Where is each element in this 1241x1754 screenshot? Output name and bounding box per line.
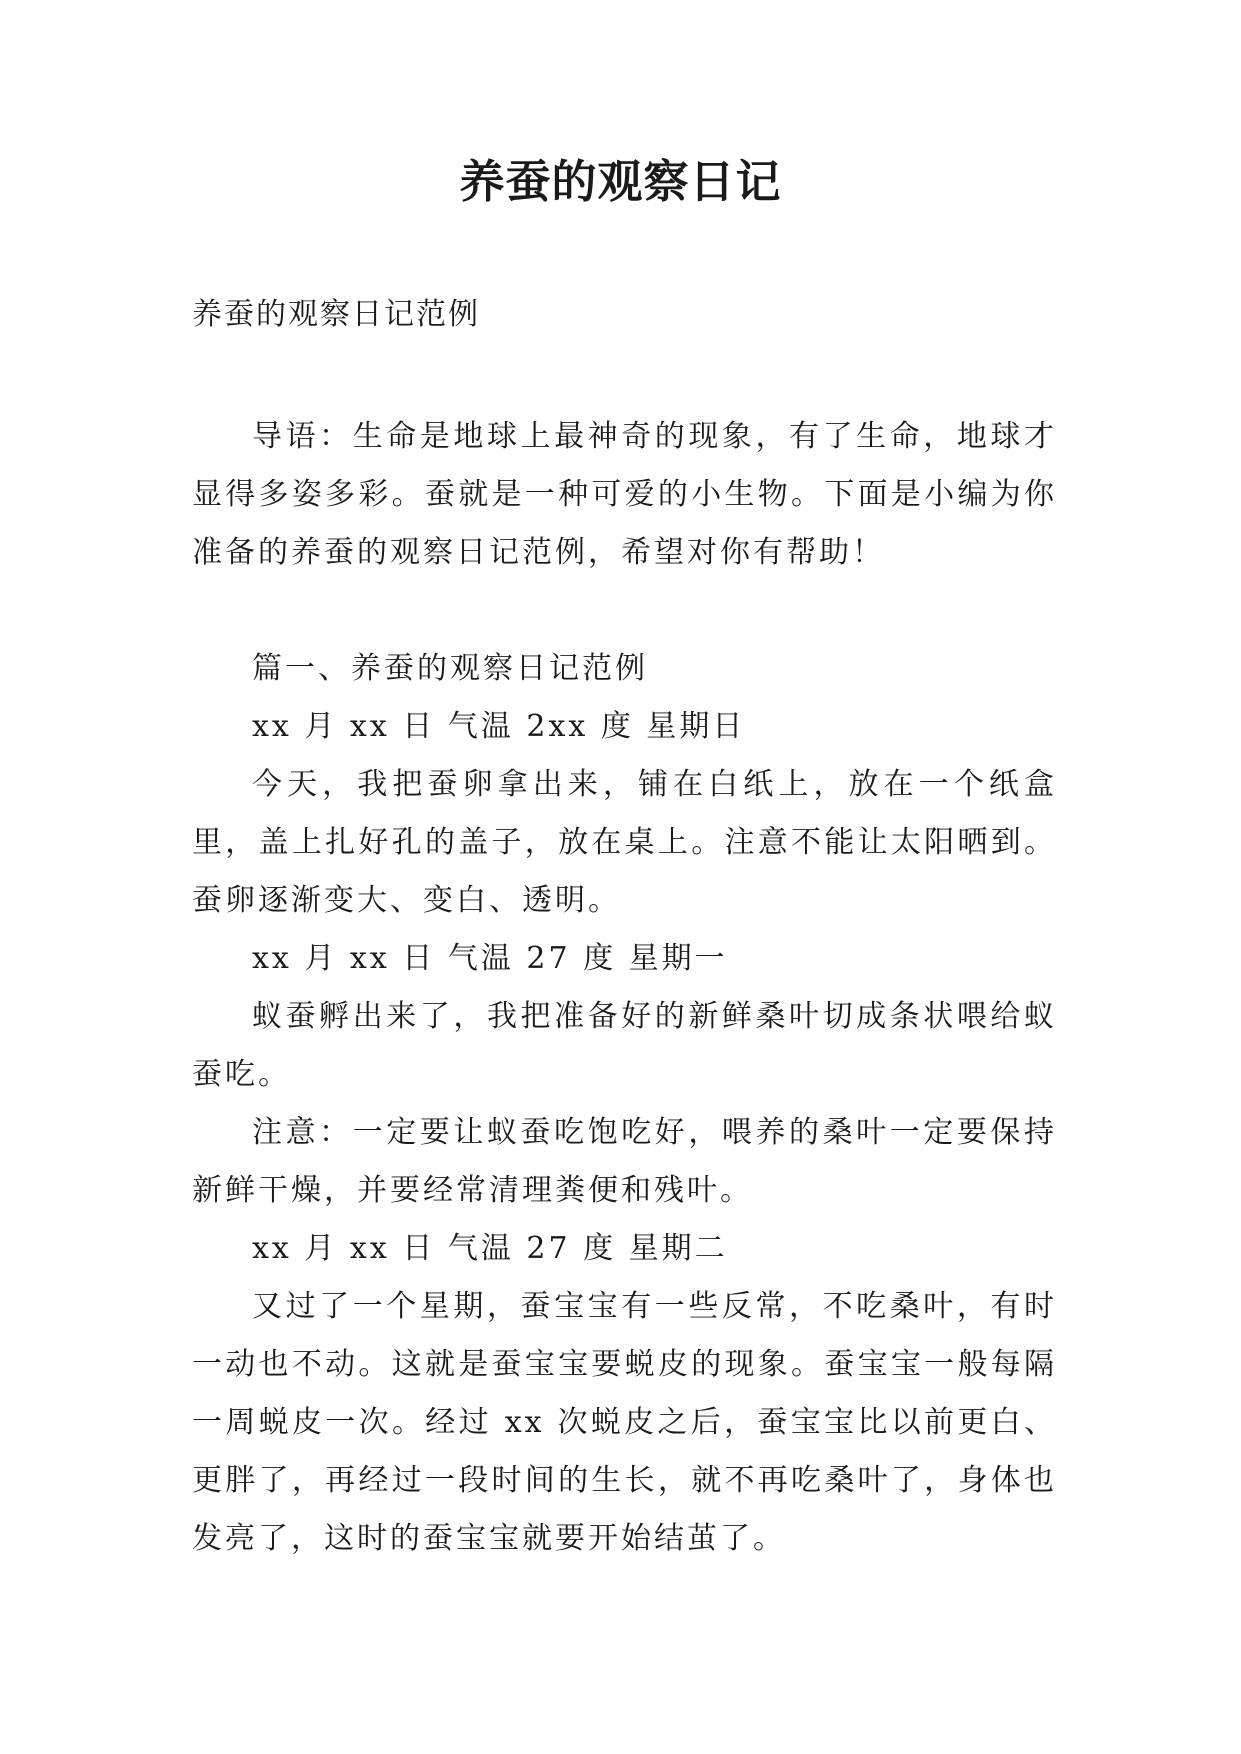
entry-paragraph: 今天，我把蚕卵拿出来，铺在白纸上，放在一个纸盒里，盖上扎好孔的盖子，放在桌上。注意不能让太阳晒到。蚕卵逐渐变大、变白、透明。 [192, 767, 1057, 918]
document-title: 养蚕的观察日记 [459, 155, 782, 208]
entry-paragraph: 蚁蚕孵出来了，我把准备好的新鲜桑叶切成条状喂给蚁蚕吃。 [192, 999, 1057, 1092]
section-heading: 篇一、养蚕的观察日记范例 [252, 651, 648, 686]
document-subtitle: 养蚕的观察日记范例 [192, 297, 480, 332]
entry-date-line: xx 月 xx 日 气温 27 度 星期二 [252, 1231, 728, 1266]
entry-paragraph: 又过了一个星期，蚕宝宝有一些反常，不吃桑叶，有时一动也不动。这就是蚕宝宝要蜕皮的现象。蚕宝宝一般每隔一周蜕皮一次。经过 xx 次蜕皮之后，蚕宝宝比以前更白、更胖了，再经过一段时间的生长，就不再吃桑叶了，身体也发亮了，这时的蚕宝宝就要开始结茧了。 [192, 1289, 1057, 1556]
intro-paragraph: 导语：生命是地球上最神奇的现象，有了生命，地球才显得多姿多彩。蚕就是一种可爱的小生物。下面是小编为你准备的养蚕的观察日记范例，希望对你有帮助！ [192, 419, 1057, 570]
document-body [192, 408, 1057, 1568]
entry-date-line: xx 月 xx 日 气温 27 度 星期一 [252, 941, 728, 976]
entry-paragraph: 注意：一定要让蚁蚕吃饱吃好，喂养的桑叶一定要保持新鲜干燥，并要经常清理粪便和残叶。 [192, 1115, 1057, 1208]
entry-date-line: xx 月 xx 日 气温 2xx 度 星期日 [252, 709, 746, 744]
